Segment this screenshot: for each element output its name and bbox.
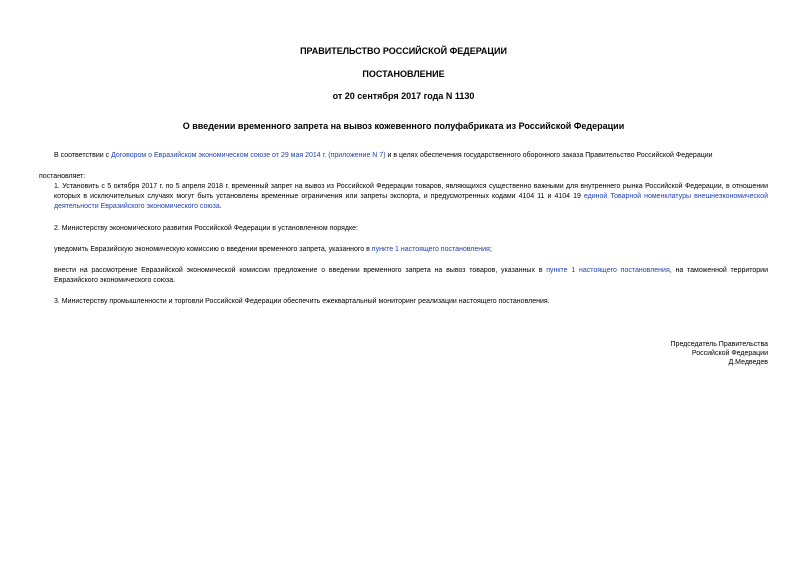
- paragraph-2: 2. Министерству экономического развития Российской Федерации в установленном порядке:: [54, 225, 358, 232]
- intro-text-start: В соответствии с: [54, 152, 112, 159]
- point-1-link-2[interactable]: пункте 1 настоящего постановления: [546, 267, 670, 274]
- intro-paragraph: [54, 151, 768, 161]
- signature-country: Российской Федерации: [691, 350, 768, 357]
- paragraph-2a: [54, 245, 768, 255]
- paragraph-3: 3. Министерству промышленности и торговли Российской Федерации обеспечить ежеквартальный мониторинг реализации настоящего постановления.: [54, 298, 550, 305]
- paragraph-1: [54, 182, 768, 212]
- paragraph-2b-text: внести на рассмотрение Евразийской экономической комиссии предложение о введении временного запрета на вывоз товаров, указанных в: [54, 267, 547, 274]
- paragraph-2b: [54, 266, 768, 286]
- document-type-heading: ПОСТАНОВЛЕНИЕ: [362, 69, 445, 79]
- postanovlyaet-text: постановляет:: [39, 173, 86, 180]
- paragraph-1-end: .: [219, 203, 222, 210]
- paragraph-2b-end: , на таможенной территории Евразийского экономического союза.: [54, 267, 768, 284]
- paragraph-1-text: 1. Установить с 5 октября 2017 г. по 5 апреля 2018 г. временный запрет на вывоз из Российской Федерации товаров, являющихся существенно важными для внутреннего рынка Российской Федерации, в отношении которых в исключительных случаях могут быть установлены временные ограничения или запреты экспорта, и предусмотренных кодами 4104 11 и 4104 19: [54, 183, 768, 200]
- document-title: О введении временного запрета на вывоз кожевенного полуфабриката из Российской Федерации: [182, 121, 625, 131]
- date-number-heading: от 20 сентября 2017 года N 1130: [332, 91, 475, 101]
- paragraph-2a-text: уведомить Евразийскую экономическую комиссию о введении временного запрета, указанного в: [54, 246, 372, 253]
- intro-text-end: и в целях обеспечения государственного оборонного заказа Правительство Российской Федерации: [385, 152, 713, 159]
- signature-name: Д.Медведев: [728, 359, 768, 366]
- signature-position: Председатель Правительства: [670, 341, 768, 348]
- government-heading: ПРАВИТЕЛЬСТВО РОССИЙСКОЙ ФЕДЕРАЦИИ: [300, 46, 507, 56]
- tn-ved-link[interactable]: единой Товарной номенклатуры внешнеэкономической деятельности Евразийского экономического союза: [54, 193, 768, 210]
- point-1-link[interactable]: пункте 1 настоящего постановления: [371, 246, 490, 253]
- paragraph-2a-end: ;: [489, 246, 492, 253]
- treaty-link[interactable]: Договором о Евразийском экономическом союзе от 29 мая 2014 г. (приложение N 7): [111, 152, 386, 159]
